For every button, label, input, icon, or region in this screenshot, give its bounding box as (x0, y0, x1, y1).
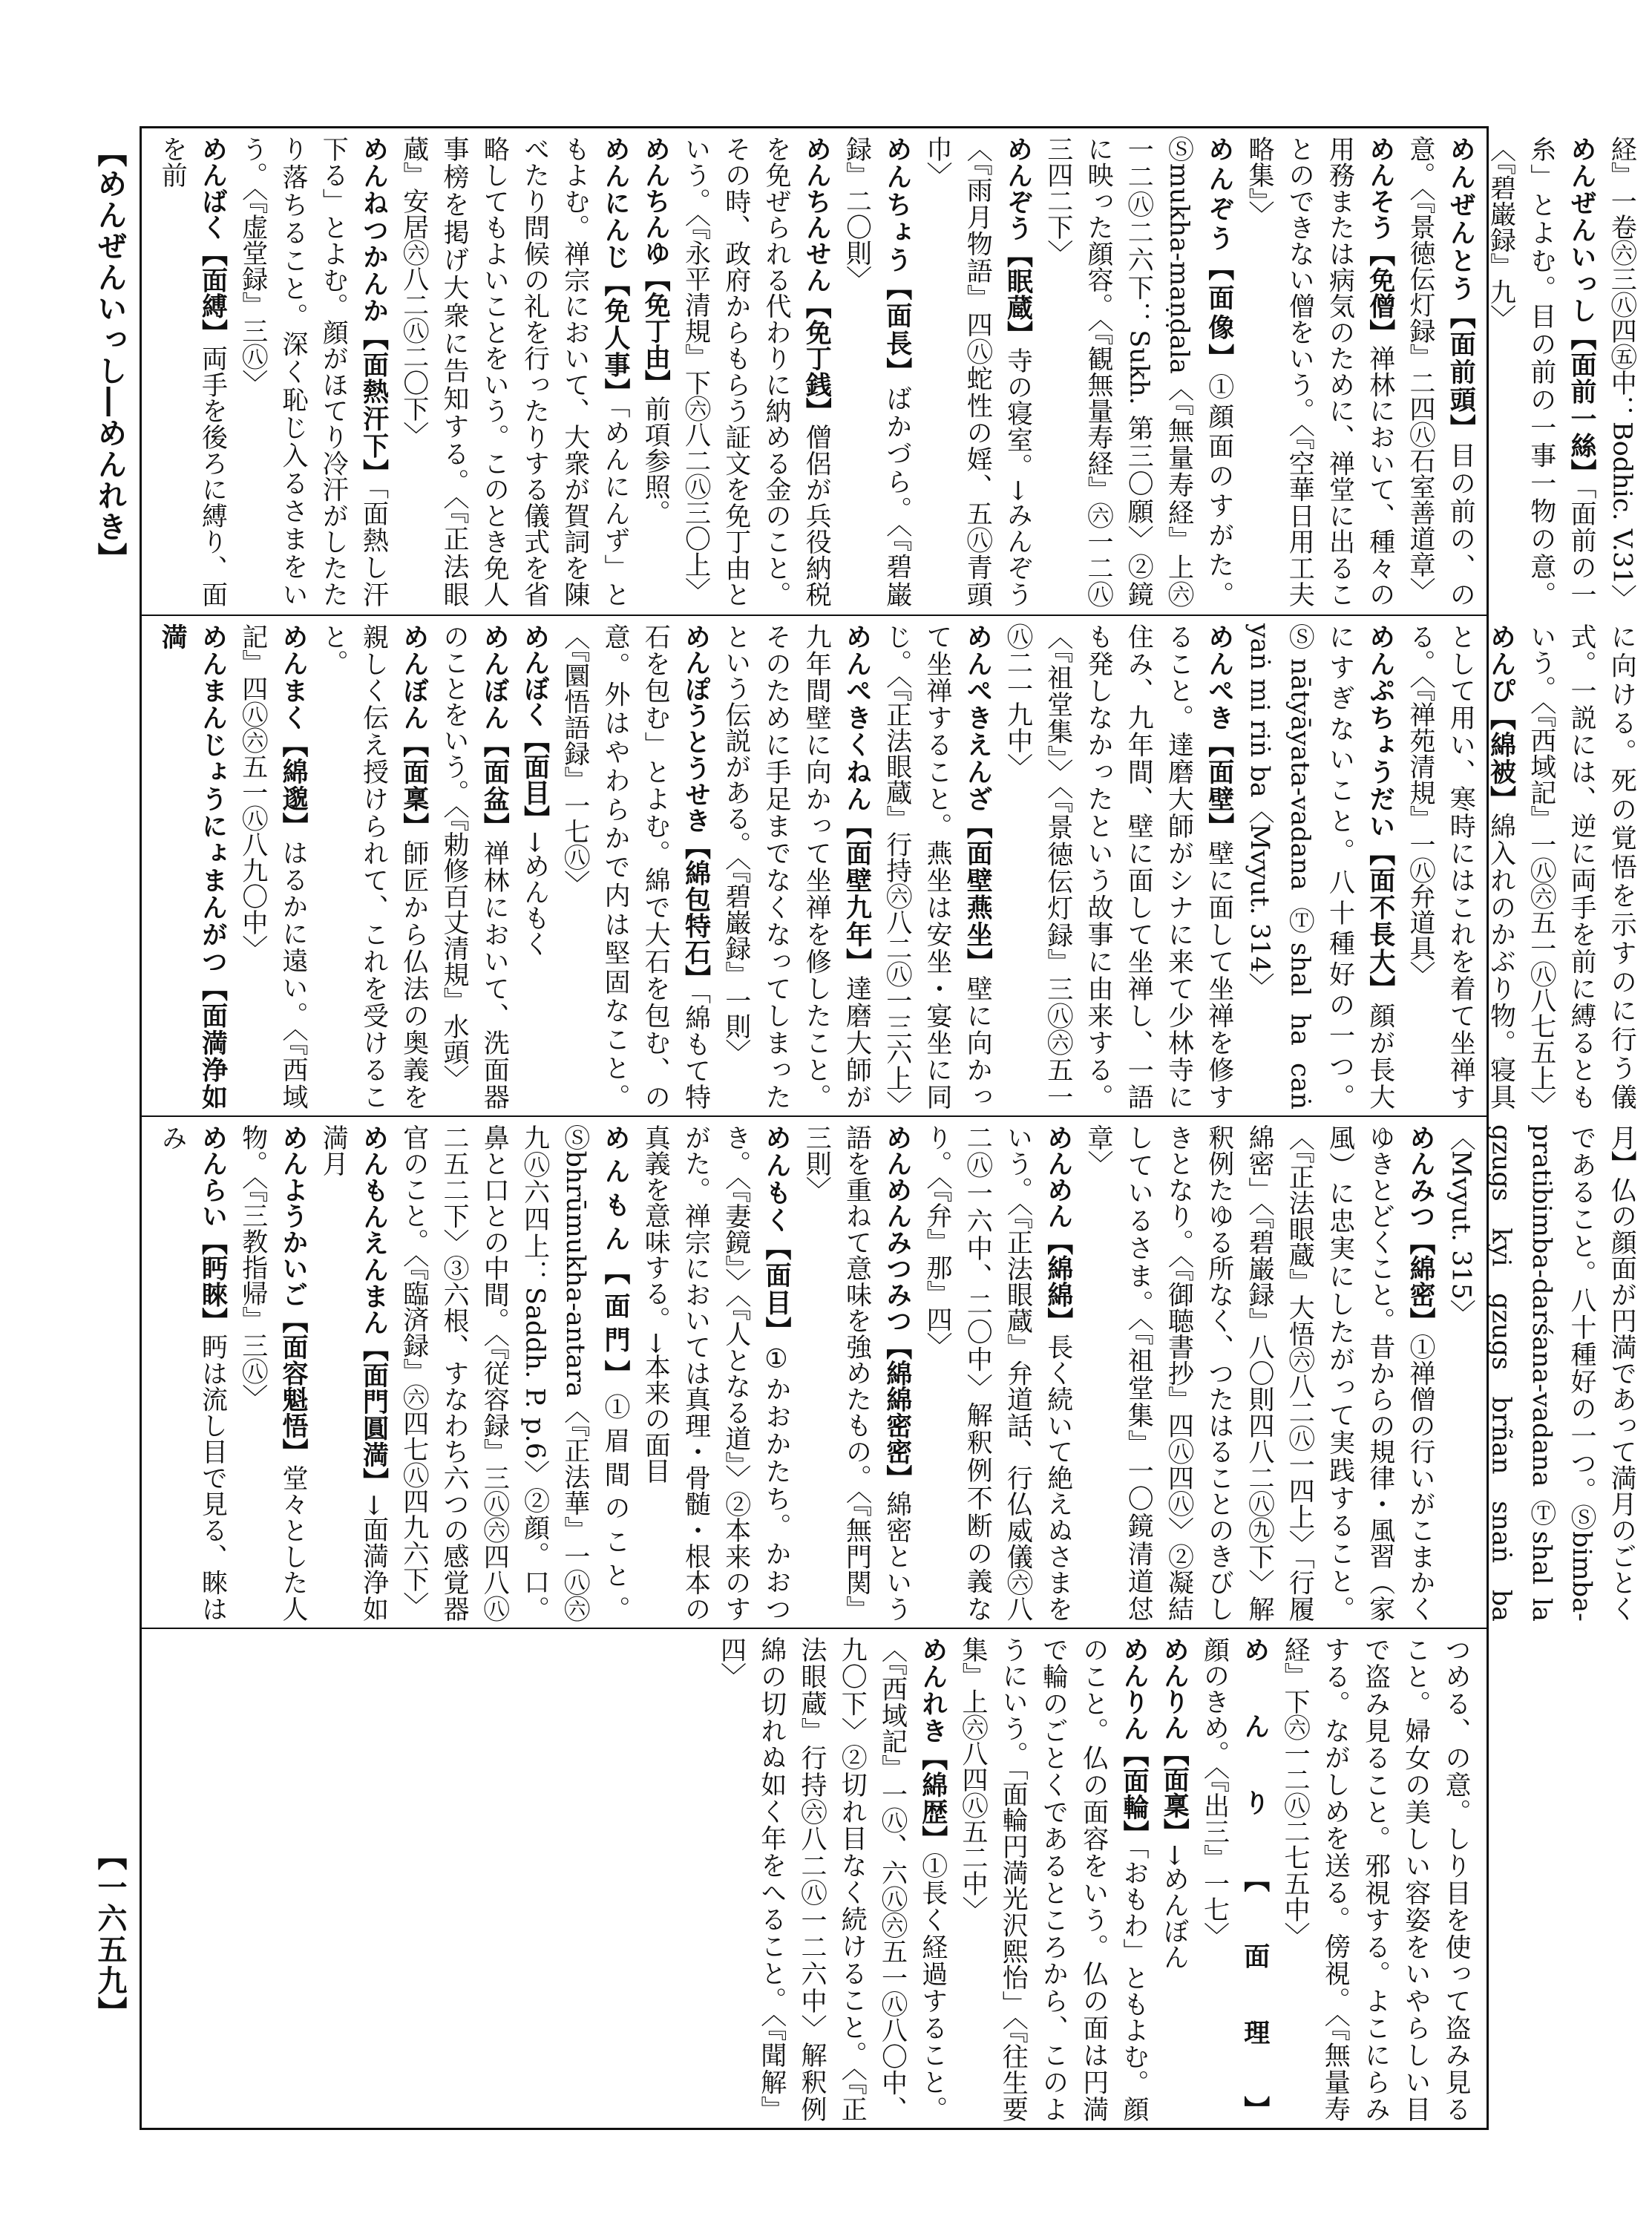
dictionary-entry (555, 623, 716, 1110)
dictionary-entry (233, 623, 314, 1110)
entry-headword: めんれき【綿歴】 (917, 1636, 948, 1853)
dictionary-entry (796, 1124, 917, 1622)
entry-definition: 目の前の、の意。〈『景徳伝灯録』二四㊇石室善道章〉 (1406, 136, 1476, 607)
entry-definition: 壁に向かって坐禅すること。燕坐は安坐・宴坐に同じ。〈『正法眼蔵』行持㊅八二㊇一三六上〉 (882, 623, 993, 1117)
entry-headword: めんまく【綿邈】 (278, 623, 309, 840)
entry-headword: めんにんじ【免人事】 (600, 136, 631, 406)
dictionary-entry (711, 1636, 953, 2122)
dictionary-entry (1078, 1124, 1440, 1622)
dictionary-entry (152, 623, 233, 1110)
dictionary-entry (434, 623, 515, 1110)
entry-headword: めんらい【眄睞】 (197, 1124, 229, 1334)
entry-headword: めんぼく【面目】 (519, 623, 551, 831)
entry-definition: に向ける。死の覚悟を示すのに行う儀式。一説には、逆に両手を前に縛るともいう。〈『西域記』一㊇㊅五一㊇八七五上〉 (1526, 623, 1637, 1117)
dictionary-entry (1239, 136, 1400, 607)
tier-2-text (142, 616, 1652, 1117)
entry-definition: 「おもわ」ともよむ。顔のこと。仏の面容をいう。仏の面は円満で輪のごとくであるところから、このようにいう。「面輪円満光沢熙怡」〈『往生要集』上㊅八四㊇五二中〉 (958, 1636, 1149, 2123)
dictionary-entry (152, 136, 233, 607)
dictionary-entry (1400, 136, 1481, 607)
entry-definition: ①長く経過すること。〈『西域記』一㊇、六㊇㊅五一㊇八〇中、九〇下〉②切れ目なく続けること。〈『正法眼蔵』行持㊅八二㊇一二六中〉解釈例綿の切れぬ如く年をへること。〈『聞解』四〉 (716, 1636, 948, 2123)
entry-headword: めんちんゆ【免丁由】 (640, 136, 672, 396)
entry-definition: →めんぼん (1159, 1844, 1190, 1970)
running-head: 【めんぜんいっし―めんれき】 (93, 137, 127, 574)
dictionary-page-frame (140, 126, 1637, 2130)
entry-definition: 眄は流し目で見る、睞はみ (157, 1124, 228, 1622)
tier-2 (142, 615, 1637, 1117)
entry-definition: 壁に面して坐禅を修すること。達磨大師がシナに来て少林寺に住み、九年間、壁に面して坐禅し、一語も発しなかったという故事に由来する。〈『祖堂集』〉〈『景徳伝灯録』三㊇㊅五一㊇二一九中〉 (1003, 623, 1234, 1110)
dictionary-entry (997, 623, 1239, 1110)
dictionary-entry (877, 623, 998, 1117)
entry-definition: はるかに遠い。〈『西域記』四㊇㊅五一㊇八九〇中〉 (237, 623, 308, 1110)
entry-headword: めんねつかんか【面熱汗下】 (358, 136, 390, 487)
entry-headword: めんめん【綿綿】 (1043, 1124, 1074, 1334)
entry-definition: ①顔面のすがた。Ⓢmukha-maṇḍala〈『無量寿経』上㊅一二㊇二六下：Sukh. 第三〇願〉②鏡に映った顔容。〈『観無量寿経』㊅一二㊇三四二下〉 (1043, 136, 1234, 607)
dictionary-entry (1038, 136, 1239, 607)
entry-headword: めんぺきくねん【面壁九年】 (842, 623, 873, 976)
tier-4-text (701, 1629, 1487, 2129)
entry-definition: 堂々とした人物。〈『三教指帰』三㊇〉 (237, 1124, 308, 1622)
entry-headword: めんようかいご【面容魁悟】 (278, 1124, 309, 1465)
dictionary-entry (917, 1124, 1078, 1622)
dictionary-entry (514, 623, 554, 1110)
dictionary-entry (716, 623, 877, 1110)
dictionary-entry (1400, 623, 1521, 1110)
entry-definition: 「綿もて特石を包む」とよむ。綿で大石を包む、の意。外はやわらかで内は堅固なこと。〈『圜悟語録』一七㊇〉 (560, 623, 711, 1110)
dictionary-entry (313, 1124, 394, 1622)
entry-headword: めんりん【面稟】 (1159, 1636, 1190, 1844)
dictionary-entry (635, 136, 675, 607)
tier-3 (142, 1115, 1637, 1629)
entry-definition: つめる、の意。しり目を使って盗み見ること。婦女の美しい容姿をいやらしい目で盗み見ること。邪視する。よこにらみする。ながしめを送る。傍視。〈『無量寿経』下㊅一二㊇二七五中〉 (1280, 1636, 1471, 2122)
entry-definition: 両手を後ろに縛り、面を前 (157, 136, 228, 608)
dictionary-entry (394, 136, 636, 607)
dictionary-entry (1194, 1636, 1275, 2122)
dictionary-entry (1440, 1124, 1642, 1622)
entry-definition: ①眉間のこと。Ⓢbhrūmukha-antara〈『正法華』一㊇㊅九㊇六四上：Saddh. P. p.6〉②顔。口。鼻と口との中間。〈『従容録』三㊇㊅四八㊇二五二下〉③六根、すなわち六つの感覚器官のこと。〈『臨済録』㊅四七㊇四九六下〉 (399, 1124, 630, 1622)
entry-headword: めんぽうとうせき【綿包特石】 (681, 623, 712, 992)
entry-headword: めんちょう【面長】 (882, 136, 913, 386)
entry-headword: めんぞう【眠蔵】 (1003, 136, 1034, 348)
dictionary-entry (675, 136, 836, 607)
dictionary-entry (1602, 136, 1642, 611)
entry-headword: めんぷちょうだい【面不長大】 (1365, 623, 1396, 1003)
entry-headword: めんぞう【面像】 (1204, 136, 1235, 373)
entry-definition: 「面前の一糸」とよむ。目の前の一事一物の意。〈『碧巌録』九〉 (1486, 136, 1596, 608)
entry-definition: 顔が長大にすぎないこと。八十種好の一つ。Ⓢnātyāyata-vadana Ⓣshal ha caṅ yaṅ mi riṅ ba〈Mvyut. 314〉 (1245, 623, 1395, 1110)
dictionary-entry (233, 1124, 314, 1622)
entry-definition: 顔のきめ。〈『出三』一七〉 (1199, 1636, 1230, 1948)
dictionary-entry (1481, 136, 1602, 607)
entry-definition: →面満浄如満月 (318, 1124, 389, 1622)
entry-headword: めんみつ【綿密】 (1406, 1124, 1436, 1334)
entry-headword: めんぼん【面盆】 (479, 623, 511, 840)
dictionary-entry (233, 136, 394, 607)
tier-1-text (142, 128, 1652, 615)
tier-3-text (142, 1117, 1652, 1629)
entry-definition: 月】仏の顔面が円満であって満月のごとくであること。八十種好の一つ。Ⓢbimba-pratibimba-darśana-vadana Ⓣshal la gzugs kyi gzugs brñan snaṅ ba〈Mvyut. 315〉 (1446, 1124, 1637, 1622)
entry-definition: 禅林において、洗面器のことをいう。〈『勅修百丈清規』水頭〉 (439, 623, 510, 1110)
entry-headword: めんめんみつみつ【綿綿密密】 (882, 1124, 913, 1491)
entry-definition: 経』一卷㊅三㊇四㊄中：Bodhic. V.31〉 (1607, 136, 1637, 611)
dictionary-entry (152, 1124, 233, 1622)
entry-headword: めんぜんいっし【面前一絲】 (1567, 136, 1597, 487)
dictionary-entry (1521, 623, 1642, 1117)
entry-definition: ①かおかたち。かおつき。〈『妻鏡』〉〈『人となる道』〉②本来のすがた。禅宗においては真理・骨髄・根本の真義を意味する。→本来の面目 (640, 1124, 791, 1622)
dictionary-entry (1275, 1636, 1476, 2122)
dictionary-entry (917, 136, 1038, 607)
entry-definition: 達磨大師が九年間壁に向かって坐禅を修したこと。そのために手足までなくなってしまったという伝説がある。〈『碧巌録』一則〉 (721, 623, 872, 1110)
entry-headword: めんぺきえんざ【面壁燕坐】 (963, 623, 994, 976)
entry-headword: めんぼん【面稟】 (399, 623, 430, 840)
entry-definition: →めんもく (519, 831, 550, 957)
entry-headword: めんり【面理】 (1239, 1636, 1271, 2122)
tier-1 (142, 128, 1637, 615)
entry-headword: めんぜんとう【面前頭】 (1446, 136, 1477, 442)
entry-definition: 「めんにんず」ともよむ。禅宗において、大衆が賀詞を陳べたり問候の礼を行ったりする儀式を省略してもよいことをいう。このとき免人事榜を掲げ大衆に告知する。〈『正法眼蔵』安居㊅八二㊇二〇下〉 (399, 136, 630, 608)
entry-definition: 綿密という語を重ねて意味を強めたもの。〈『無門関』三則〉 (802, 1124, 912, 1622)
entry-headword: めんそう【免僧】 (1365, 136, 1396, 346)
dictionary-entry (394, 1124, 636, 1622)
entry-definition: 禅林において、種々の用務または病気のために、禅堂に出ることのできない僧をいう。〈『空華日用工夫略集』〉 (1245, 136, 1395, 608)
entry-definition: 師匠から仏法の奥義を親しく伝え授けられて、これを受けること。 (318, 623, 429, 1110)
entry-definition: 長く続いて絶えぬさまをいう。〈『正法眼蔵』弁道話、行仏威儀㊅八二㊇一六中、二〇中〉解釈例不断の義なり。〈『弁』那』四〉 (922, 1124, 1073, 1622)
tier-4 (142, 1628, 1487, 2129)
entry-definition: 前項参照。 (640, 396, 671, 525)
entry-definition: ばかづら。〈『碧巌録』二〇則〉 (842, 136, 912, 608)
entry-headword: めんもく【面目】 (761, 1124, 792, 1345)
entry-headword: めんぺき【面壁】 (1204, 623, 1235, 840)
entry-definition: 「面熱し汗下る」とよむ。顔がほてり冷汗がしたたり落ちること。深く恥じ入るさまをいう。〈『虚堂録』三㊇〉 (237, 136, 389, 608)
entry-definition: 寺の寝室。→みんぞう〈『雨月物語』四㊇蛇性の婬、五㊇青頭巾〉 (922, 136, 1033, 608)
dictionary-entry (1239, 623, 1400, 1110)
entry-headword: めんちんせん【免丁銭】 (802, 136, 833, 425)
entry-headword: めんぴ【綿被】 (1486, 623, 1517, 813)
dictionary-entry (953, 1636, 1154, 2122)
entry-definition: 僧侶が兵役納税を免ぜられる代わりに納める金のこと。その時、政府からもらう証文を免丁由という。〈『永平清規』下㊅八二㊇三〇上〉 (681, 136, 832, 608)
entry-headword: めんもん【面門】 (600, 1124, 631, 1394)
dictionary-entry (313, 623, 434, 1110)
entry-definition: 綿入れのかぶり物。寝具として用い、寒時にはこれを着て坐禅する。〈『禅苑清規』一㊇弁道具〉 (1406, 623, 1516, 1110)
dictionary-entry (635, 1124, 796, 1622)
entry-headword: めんまんじょうにょまんがつ【面満浄如満 (157, 623, 229, 1110)
entry-headword: めんばく【面縛】 (197, 136, 229, 346)
entry-definition: ①禅僧の行いがこまかくゆきとどくこと。昔からの規律・風習（家風）に忠実にしたがって実践すること。〈『正法眼蔵』大悟㊅八二㊇一四上〉「行履綿密」〈『碧巌録』八〇則四八二㊇㊈下〉解釈例たゆる所なく、つたはることのきびしきとなり。〈『御聴書抄』四㊇四㊇〉②凝結しているさま。〈『祖堂集』一〇鏡清道怤章〉 (1084, 1124, 1435, 1622)
page-number: 【一六五九】 (93, 1841, 127, 2028)
dictionary-entry (1154, 1636, 1194, 2122)
dictionary-entry (836, 136, 917, 607)
entry-headword: めんりん【面輪】 (1119, 1636, 1150, 1846)
entry-headword: めんもんえんまん【面門圓満】 (358, 1124, 390, 1495)
